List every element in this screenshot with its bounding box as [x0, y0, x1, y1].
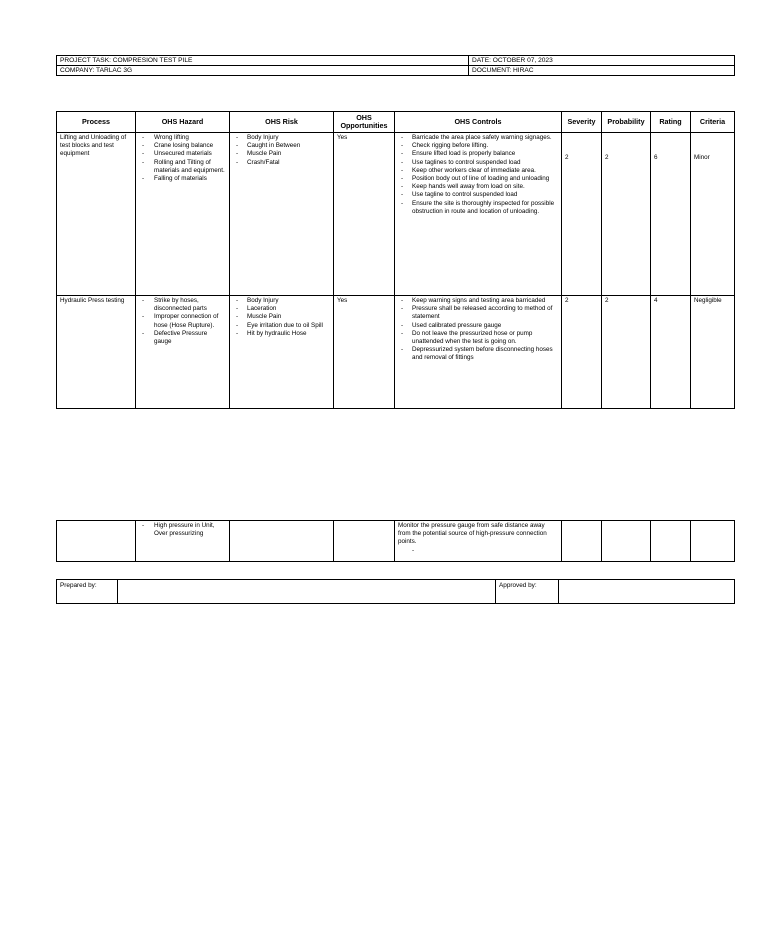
control-item: - Depressurized system before disconnecting hoses and removal of fittings [398, 346, 558, 362]
opportunities-cell: Yes [334, 133, 395, 296]
col-header-severity: Severity [562, 112, 602, 133]
control-item: - Keep hands well away from load on site. [398, 183, 558, 191]
col-header-risk: OHS Risk [230, 112, 334, 133]
document-info-table [56, 55, 735, 76]
hirac-continuation-table [56, 520, 735, 562]
severity-cell: 2 [562, 296, 602, 409]
opportunities-cell [334, 521, 395, 562]
risk-cell [230, 521, 334, 562]
table-row [57, 133, 735, 296]
control-item: - Ensure lifted load is properly balance [398, 150, 558, 158]
hazard-item: - Defective Pressure gauge [139, 330, 226, 346]
risk-item: - Crash/Fatal [233, 159, 330, 167]
info-row-2 [57, 66, 735, 76]
hazard-item: - Falling of materials [139, 175, 226, 183]
process-cell: Lifting and Unloading of test blocks and test equipment [57, 133, 136, 296]
risk-item: - Body Injury [233, 297, 330, 305]
control-item: - Position body out of line of loading and unloading [398, 175, 558, 183]
hazard-item: - Strike by hoses, disconnected parts [139, 297, 226, 313]
risk-item: - Caught in Between [233, 142, 330, 150]
controls-cell [395, 296, 562, 409]
hazard-cell [136, 133, 230, 296]
control-text: Monitor the pressure gauge from safe distance away from the potential source of high-pressure connection points. [398, 522, 547, 546]
hazard-item: - Unsecured materials [139, 150, 226, 158]
rating-value: 6 [654, 154, 658, 161]
process-cell [57, 521, 136, 562]
project-task-cell: PROJECT TASK: COMPRESION TEST PILE [57, 56, 469, 66]
severity-cell [562, 133, 602, 296]
rating-cell [651, 133, 691, 296]
table-row [57, 521, 735, 562]
hazard-item: - Improper connection of hose (Hose Rupture). [139, 313, 226, 329]
col-header-probability: Probability [602, 112, 651, 133]
table-row [57, 296, 735, 409]
control-item: - Pressure shall be released according to method of statement [398, 305, 558, 321]
risk-item: - Body Injury [233, 134, 330, 142]
controls-cell [395, 133, 562, 296]
header-row [57, 112, 735, 133]
control-item: - Check rigging before lifting. [398, 142, 558, 150]
risk-cell [230, 133, 334, 296]
controls-cell [395, 521, 562, 562]
hazard-item: - Rolling and Tilting of materials and equipment. [139, 159, 226, 175]
hirac-table [56, 111, 735, 409]
approved-by-field[interactable] [559, 580, 735, 604]
date-cell: DATE: OCTOBER 07, 2023 [469, 56, 735, 66]
control-item: - Keep other workers clear of immediate area. [398, 167, 558, 175]
signoff-table [56, 579, 735, 604]
control-item: - Use taglines to control suspended load [398, 159, 558, 167]
col-header-controls: OHS Controls [395, 112, 562, 133]
control-item: - Use tagline to control suspended load [398, 191, 558, 199]
risk-item: - Muscle Pain [233, 313, 330, 321]
criteria-value: Minor [694, 154, 710, 161]
control-item: - Barricade the area place safety warning signages. [398, 134, 558, 142]
risk-cell [230, 296, 334, 409]
process-cell: Hydraulic Press testing [57, 296, 136, 409]
severity-value: 2 [565, 154, 569, 161]
probability-value: 2 [605, 154, 609, 161]
col-header-process: Process [57, 112, 136, 133]
criteria-cell [691, 521, 735, 562]
control-item: - Ensure the site is thoroughly inspected for possible obstruction in route and location of unloading. [398, 200, 558, 216]
hazard-item: - Wrong lifting [139, 134, 226, 142]
hazard-cell [136, 296, 230, 409]
rating-cell [651, 521, 691, 562]
rating-cell: 4 [651, 296, 691, 409]
approved-by-label: Approved by: [496, 580, 559, 604]
company-cell: COMPANY: TARLAC 3G [57, 66, 469, 76]
control-item: - Keep warning signs and testing area barricaded [398, 297, 558, 305]
control-item: - Used calibrated pressure gauge [398, 322, 558, 330]
col-header-hazard: OHS Hazard [136, 112, 230, 133]
opportunities-cell: Yes [334, 296, 395, 409]
criteria-cell: Negligible [691, 296, 735, 409]
hazard-item: - Crane losing balance [139, 142, 226, 150]
prepared-by-field[interactable] [118, 580, 496, 604]
hazard-item: - High pressure in Unit, Over pressurizing [139, 522, 226, 538]
probability-cell [602, 521, 651, 562]
col-header-criteria: Criteria [691, 112, 735, 133]
risk-item: - Eye irritation due to oil Spill [233, 322, 330, 330]
prepared-by-label: Prepared by: [57, 580, 118, 604]
probability-cell: 2 [602, 296, 651, 409]
control-item: - Do not leave the pressurized hose or pump unattended when the test is going on. [398, 330, 558, 346]
risk-item: - Laceration [233, 305, 330, 313]
severity-cell [562, 521, 602, 562]
col-header-opportunities: OHS Opportunities [334, 112, 395, 133]
document-cell: DOCUMENT: HIRAC [469, 66, 735, 76]
risk-item: - Hit by hydraulic Hose [233, 330, 330, 338]
hazard-cell [136, 521, 230, 562]
signoff-row [57, 580, 735, 604]
criteria-cell [691, 133, 735, 296]
control-dash: - [412, 546, 415, 554]
col-header-rating: Rating [651, 112, 691, 133]
probability-cell [602, 133, 651, 296]
info-row-1 [57, 56, 735, 66]
risk-item: - Muscle Pain [233, 150, 330, 158]
